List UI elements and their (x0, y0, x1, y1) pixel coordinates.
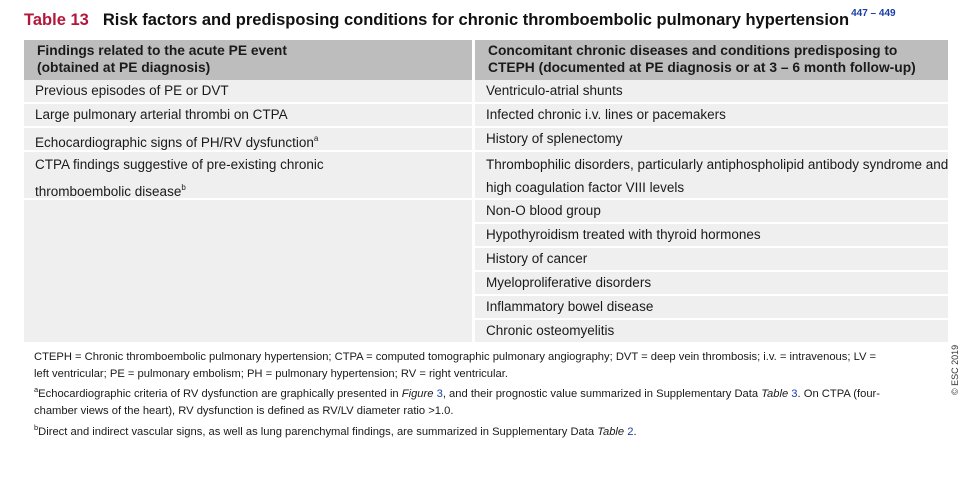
table-row: Previous episodes of PE or DVT (24, 80, 472, 102)
footnote-b: $^b$Direct and indirect vascular signs, as well as lung parenchymal findings, are summarized in Supplementary Data Table 2. (34, 422, 637, 438)
table-row: Non-O blood group (475, 200, 948, 222)
table-row: Ventriculo-atrial shunts (475, 80, 948, 102)
figure-link[interactable]: 3 (436, 388, 443, 401)
risk-factors-table (24, 40, 948, 342)
table-row: Echocardiographic signs of PH/RV dysfunction$^a$ (24, 128, 472, 150)
left-column (24, 80, 472, 342)
right-column (475, 80, 948, 342)
table-row: Large pulmonary arterial thrombi on CTPA (24, 104, 472, 126)
footnote-a-line2: chamber views of the heart), RV dysfunction is defined as RV/LV diameter ratio >1.0. (34, 405, 454, 418)
esc-copyright: © ESC 2019 (950, 344, 960, 395)
table-link[interactable]: 3 (791, 388, 798, 401)
table-number: Table 13 (24, 11, 89, 29)
footnote-mark-b: b (181, 183, 186, 192)
table-title (24, 8, 964, 30)
abbreviations-line2: left ventricular; PE = pulmonary embolism; PH = pulmonary hypertension; RV = right ventricular. (34, 367, 508, 380)
left-header-line1: Findings related to the acute PE event (37, 43, 287, 58)
table-row: History of cancer (475, 248, 948, 270)
table-row: Thrombophilic disorders, particularly antiphospholipid antibody syndrome and high coagulation factor VIII levels (475, 152, 948, 198)
footnote-a: $^a$Echocardiographic criteria of RV dysfunction are graphically presented in Figure 3, and their prognostic value summarized in Supplementary Data Table 3. On CTPA (four- (34, 385, 881, 401)
table-row: Chronic osteomyelitis (475, 320, 948, 342)
table-row: Myeloproliferative disorders (475, 272, 948, 294)
abbreviations-line1: CTEPH = Chronic thromboembolic pulmonary hypertension; CTPA = computed tomographic pulmonary angiography; DVT = deep vein thrombosis; i.v. = intravenous; LV = (34, 351, 877, 363)
left-header-line2: (obtained at PE diagnosis) (37, 60, 211, 75)
table-row: Infected chronic i.v. lines or pacemakers (475, 104, 948, 126)
table-caption: Risk factors and predisposing conditions for chronic thromboembolic pulmonary hypertension (102, 11, 850, 29)
right-column-header (475, 40, 948, 80)
right-header-line1: Concomitant chronic diseases and conditions predisposing to (488, 43, 898, 58)
table-link[interactable]: 2 (627, 425, 634, 438)
table-row: Inflammatory bowel disease (475, 296, 948, 318)
right-header-line2: CTEPH (documented at PE diagnosis or at 3 – 6 month follow-up) (488, 60, 916, 75)
footnote-mark-a: a (313, 134, 319, 143)
table-row: History of splenectomy (475, 128, 948, 150)
left-column-header (24, 40, 472, 80)
table-row: Hypothyroidism treated with thyroid hormones (475, 224, 948, 246)
table-footnotes (34, 349, 946, 441)
reference-link[interactable]: 447 – 449 (851, 8, 896, 19)
empty-cell (24, 200, 472, 342)
table-row: CTPA findings suggestive of pre-existing chronic thromboembolic disease$^b$ (24, 152, 472, 198)
